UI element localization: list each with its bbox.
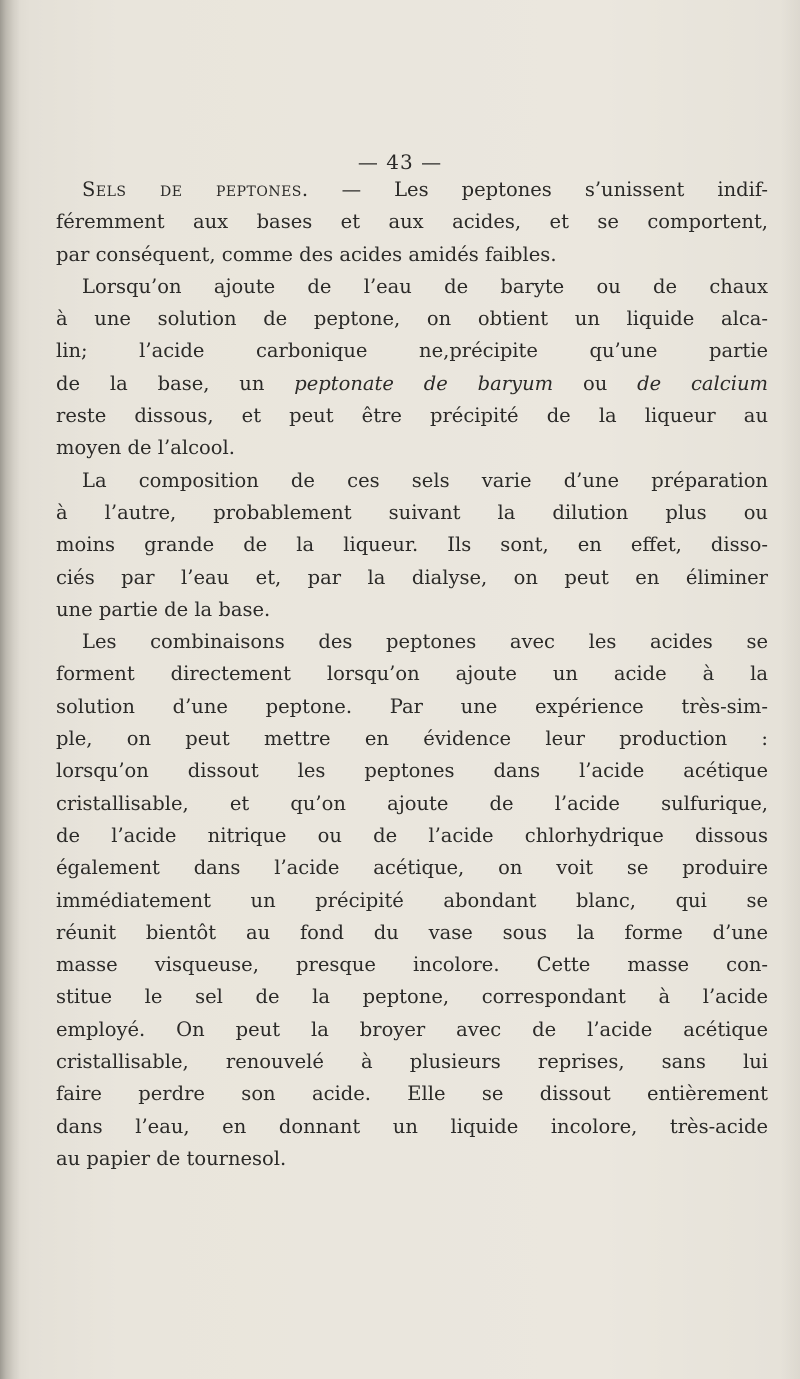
- text-line: masse visqueuse, presque incolore. Cette masse con-: [56, 953, 768, 977]
- text-line: dans l’eau, en donnant un liquide incolore, très-acide: [56, 1114, 768, 1138]
- text-line: faire perdre son acide. Elle se dissout entièrement: [56, 1082, 768, 1106]
- text-line: à une solution de peptone, on obtient un liquide alca-: [56, 307, 768, 331]
- page-binding-shadow: [0, 0, 20, 1379]
- italic-term-de-calcium: de calcium: [637, 371, 769, 395]
- section-heading: Sels de peptones.: [82, 178, 309, 201]
- text-line: forment directement lorsqu’on ajoute un acide à la: [56, 662, 768, 686]
- section-heading-line: [56, 174, 768, 206]
- text-line: Les combinaisons des peptones avec les acides se: [82, 630, 768, 654]
- page-number: — 43 —: [357, 150, 443, 174]
- text-line: Lorsqu’on ajoute de l’eau de baryte ou de chaux: [82, 274, 768, 298]
- italic-term-peptonate-de-baryum: peptonate de baryum: [294, 371, 554, 395]
- text-line: Les peptones s’unissent indif-: [394, 178, 768, 201]
- text-line: moins grande de la liqueur. Ils sont, en effet, disso-: [56, 533, 768, 557]
- text-line: également dans l’acide acétique, on voit se produire: [56, 856, 768, 880]
- body-text: [56, 174, 768, 1175]
- text-fragment: ou: [553, 371, 638, 395]
- text-line: lorsqu’on dissout les peptones dans l’acide acétique: [56, 759, 768, 783]
- text-line: solution d’une peptone. Par une expérience très-sim-: [56, 694, 768, 718]
- text-line: à l’autre, probablement suivant la dilution plus ou: [56, 500, 768, 524]
- text-line-with-italics: [56, 368, 768, 400]
- text-line: ple, on peut mettre en évidence leur production :: [56, 727, 768, 751]
- text-line: au papier de tournesol.: [56, 1146, 287, 1170]
- text-line: cristallisable, et qu’on ajoute de l’acide sulfurique,: [56, 791, 768, 815]
- text-line: lin; l’acide carbonique ne,précipite qu’une partie: [56, 339, 768, 363]
- text-line: reste dissous, et peut être précipité de la liqueur au: [56, 404, 768, 428]
- text-line: par conséquent, comme des acides amidés faibles.: [56, 242, 557, 266]
- text-line: employé. On peut la broyer avec de l’acide acétique: [56, 1017, 768, 1041]
- text-line: ciés par l’eau et, par la dialyse, on peut en éliminer: [56, 565, 768, 589]
- text-line: stitue le sel de la peptone, correspondant à l’acide: [56, 985, 768, 1009]
- text-line: cristallisable, renouvelé à plusieurs reprises, sans lui: [56, 1050, 768, 1074]
- text-line: une partie de la base.: [56, 597, 271, 621]
- text-line: La composition de ces sels varie d’une préparation: [82, 468, 768, 492]
- text-line: féremment aux bases et aux acides, et se comportent,: [56, 210, 768, 234]
- text-line: immédiatement un précipité abondant blanc, qui se: [56, 888, 768, 912]
- text-line: moyen de l’alcool.: [56, 436, 235, 460]
- text-line: de l’acide nitrique ou de l’acide chlorhydrique dissous: [56, 823, 768, 847]
- text-line: réunit bientôt au fond du vase sous la forme d’une: [56, 920, 768, 944]
- heading-dash: —: [308, 178, 395, 201]
- text-fragment: de la base, un: [56, 371, 295, 395]
